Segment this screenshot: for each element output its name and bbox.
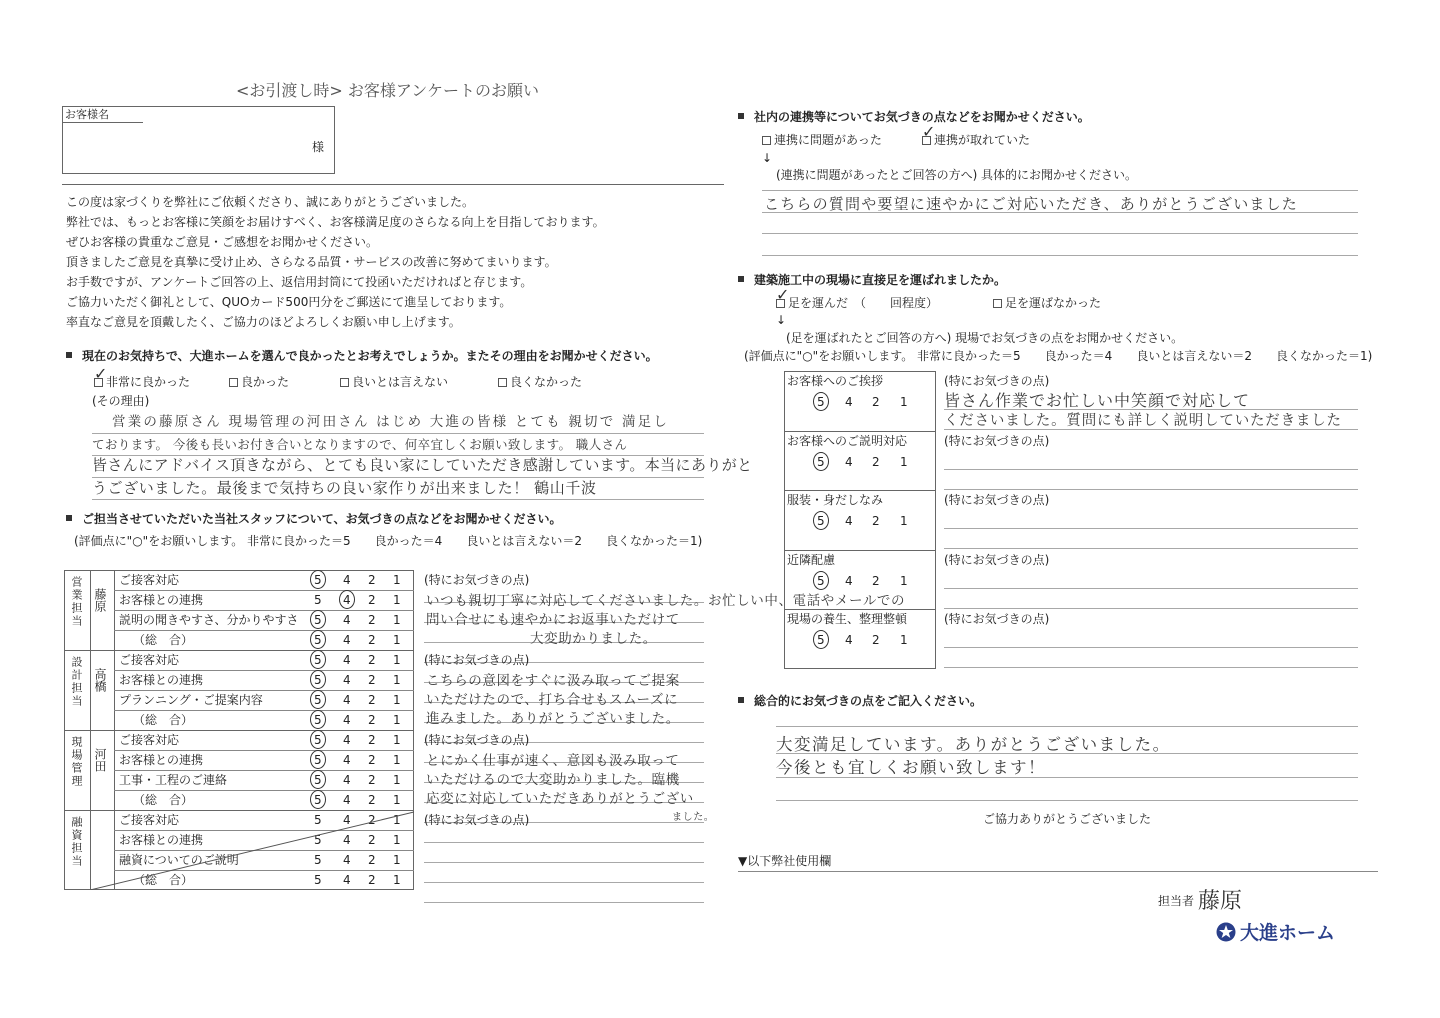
intro-line: 弊社では、もっとお客様に笑顔をお届けすべく、お客様満足度のさらなる向上を目指しております。	[66, 215, 605, 229]
score-option[interactable]: 4	[343, 573, 351, 587]
score-option[interactable]: 2	[368, 693, 376, 707]
score-option[interactable]: 2	[368, 613, 376, 627]
note-label: (特にお気づきの点)	[424, 653, 530, 667]
staff-comment-handwritten: ました。	[672, 812, 715, 823]
score-option[interactable]: 4	[343, 633, 351, 647]
score-option[interactable]: 5	[314, 813, 322, 827]
note-label: (特にお気づきの点)	[944, 493, 1050, 508]
score-circle-mark	[813, 452, 829, 471]
score-option[interactable]: 5	[314, 633, 322, 647]
score-option[interactable]: 2	[368, 733, 376, 747]
score-option[interactable]: 5	[817, 514, 825, 529]
score-circle-mark	[310, 670, 326, 689]
score-circle-mark	[813, 571, 829, 590]
score-circle-mark	[339, 590, 355, 609]
score-option[interactable]: 5	[314, 753, 322, 767]
staff-comment-handwritten: 応変に対応していただきありがとうござい	[426, 791, 694, 807]
site-item-label: お客様へのご挨拶	[787, 374, 884, 388]
checkbox-icon[interactable]	[498, 378, 507, 387]
eval-item-label: お客様との連携	[119, 593, 204, 607]
score-option[interactable]: 5	[314, 613, 322, 627]
staff-name: 高橋	[93, 668, 107, 692]
eval-item-label: お客様との連携	[119, 753, 204, 767]
bullet-icon	[66, 515, 72, 521]
score-option[interactable]: 4	[343, 833, 351, 847]
staff-label: 担当者	[1158, 894, 1195, 908]
score-option[interactable]: 1	[393, 573, 401, 587]
score-option[interactable]: 5	[314, 713, 322, 727]
staff-comment-handwritten: いつも親切丁寧に対応してくださいました。お忙しい中、電話やメールでの	[426, 593, 906, 609]
score-option[interactable]: 5	[314, 773, 322, 787]
q1-reason-label: (その理由)	[92, 394, 150, 408]
office-use-label: ▼以下弊社使用欄	[738, 854, 832, 868]
score-option[interactable]: 2	[368, 833, 376, 847]
q1-option[interactable]: 良いとは言えない	[340, 375, 448, 389]
eval-item-label: 融資についてのご説明	[119, 853, 239, 867]
score-option[interactable]: 1	[393, 713, 401, 727]
arrow-down-icon: ↓	[776, 313, 787, 327]
note-label: (特にお気づきの点)	[424, 573, 530, 587]
score-option[interactable]: 5	[314, 833, 322, 847]
score-option[interactable]: 4	[343, 733, 351, 747]
score-circle-mark	[310, 750, 326, 769]
divider	[62, 184, 724, 185]
staff-signature: 藤原	[1198, 889, 1243, 914]
eval-item-label: ご接客対応	[119, 573, 180, 587]
dept-label: 現場管理	[70, 736, 83, 788]
site-item-label: 服装・身だしなみ	[787, 493, 884, 508]
score-option[interactable]: 1	[393, 633, 401, 647]
score-option[interactable]: 1	[900, 514, 908, 529]
score-option[interactable]: 1	[393, 693, 401, 707]
score-option[interactable]: 4	[343, 713, 351, 727]
score-circle-mark	[310, 610, 326, 629]
score-option[interactable]: 4	[343, 793, 351, 807]
q3-handwritten: こちらの質問や要望に速やかにご対応いただき、ありがとうございました	[764, 195, 1299, 213]
checkbox-icon[interactable]	[762, 136, 771, 145]
score-option[interactable]: 5	[314, 593, 322, 607]
score-option[interactable]: 2	[872, 573, 880, 588]
score-option[interactable]: 5	[314, 733, 322, 747]
check-mark-icon: ✓	[776, 285, 790, 304]
dept-label: 融資担当	[70, 816, 83, 868]
score-option[interactable]: 1	[393, 653, 401, 667]
score-option[interactable]: 5	[314, 693, 322, 707]
score-option[interactable]: 1	[393, 733, 401, 747]
bullet-icon	[738, 113, 744, 119]
score-option[interactable]: 4	[343, 773, 351, 787]
q1-handwritten-reason: 皆さんにアドバイス頂きながら、とても良い家にしていただき感謝しています。本当にありがと	[92, 456, 753, 474]
staff-comment-handwritten: 大変助かりました。	[530, 631, 657, 647]
site-item-label: 近隣配慮	[787, 552, 836, 567]
score-option[interactable]: 2	[368, 773, 376, 787]
score-option[interactable]: 2	[368, 873, 376, 887]
score-circle-mark	[310, 630, 326, 649]
score-option[interactable]: 2	[872, 395, 880, 409]
intro-line: ご協力いただく御礼として、QUOカード500円分をご郵送にて進呈しております。	[66, 295, 512, 309]
site-item-label: お客様へのご説明対応	[787, 433, 908, 448]
score-option[interactable]: 4	[845, 633, 853, 648]
score-circle-mark	[310, 710, 326, 729]
score-option[interactable]: 1	[393, 853, 401, 867]
q5-handwritten: 今後とも宜しくお願い致します！	[776, 758, 1046, 777]
score-option[interactable]: 4	[343, 613, 351, 627]
score-option[interactable]: 4	[343, 813, 351, 827]
score-option[interactable]: 2	[368, 753, 376, 767]
eval-item-label: （総 合）	[133, 633, 194, 647]
score-option[interactable]: 4	[343, 753, 351, 767]
score-option[interactable]: 1	[393, 833, 401, 847]
score-circle-mark	[310, 650, 326, 669]
note-label: (特にお気づきの点)	[944, 612, 1050, 627]
customer-suffix: 様	[312, 140, 325, 154]
staff-comment-handwritten: とにかく仕事が速く、意図も汲み取って	[426, 753, 680, 769]
eval-item-label: （総 合）	[133, 873, 194, 887]
score-option[interactable]: 1	[393, 593, 401, 607]
office-divider	[738, 871, 1378, 872]
score-option[interactable]: 1	[393, 673, 401, 687]
q1-handwritten-reason: うございました。最後まで気持ちの良い家作りが出来ました！ 鶴山千波	[92, 479, 597, 497]
q3-option[interactable]: 連携が取れていた	[922, 133, 1030, 147]
dept-label: 営業担当	[70, 576, 83, 628]
eval-item-label: 説明の聞きやすさ、分かりやすさ	[119, 613, 299, 627]
score-option[interactable]: 1	[900, 454, 908, 469]
intro-line: この度は家づくりを弊社にご依頼くださり、誠にありがとうございました。	[66, 195, 475, 209]
checkbox-icon[interactable]	[229, 378, 238, 387]
q1-handwritten-reason: ております。 今後も長いお付き合いとなりますので、何卒宜しくお願い致します。 職人さん	[92, 437, 628, 452]
q4-scale: (評価点に"○"をお願いします。 非常に良かった＝5 良かった＝4 良いとは言えない＝2 良くなかった＝1)	[744, 349, 1373, 363]
staff-comment-handwritten: 進みました。ありがとうございました。	[426, 711, 680, 727]
score-option[interactable]: 5	[314, 873, 322, 887]
score-option[interactable]: 5	[314, 853, 322, 867]
score-option[interactable]: 2	[368, 713, 376, 727]
check-mark-icon: ✓	[94, 364, 108, 383]
intro-line: 率直なご意見を頂戴したく、ご協力のほどよろしくお願い申し上げます。	[66, 315, 461, 329]
score-option[interactable]: 5	[314, 653, 322, 667]
q5-heading: 総合的にお気づきの点をご記入ください。	[738, 694, 982, 708]
eval-item-label: 工事・工程のご連絡	[119, 773, 228, 787]
score-option[interactable]: 5	[314, 793, 322, 807]
score-circle-mark	[310, 730, 326, 749]
eval-item-label: お客様との連携	[119, 833, 204, 847]
checkbox-icon[interactable]	[993, 299, 1002, 308]
q3-heading: 社内の連携等についてお気づきの点などをお聞かせください。	[738, 110, 1090, 124]
staff-name: 藤原	[93, 588, 107, 612]
score-option[interactable]: 4	[845, 573, 853, 588]
site-handwritten: 皆さん作業でお忙しい中笑顔で対応して	[944, 391, 1251, 410]
q1-option[interactable]: 良かった	[229, 375, 289, 389]
score-option[interactable]: 2	[872, 454, 880, 469]
eval-item-label: ご接客対応	[119, 733, 180, 747]
arrow-down-icon: ↓	[762, 151, 773, 165]
score-circle-mark	[310, 790, 326, 809]
check-mark-icon: ✓	[922, 122, 936, 141]
q1-handwritten-reason: 営業の藤原さん 現場管理の河田さん はじめ 大進の皆様 とても 親切で 満足し	[112, 414, 670, 430]
score-option[interactable]: 4	[343, 673, 351, 687]
bullet-icon	[738, 276, 744, 282]
score-option[interactable]: 5	[314, 573, 322, 587]
score-option[interactable]: 4	[845, 514, 853, 529]
score-option[interactable]: 5	[817, 395, 825, 409]
score-option[interactable]: 2	[872, 514, 880, 529]
bullet-icon	[738, 697, 744, 703]
score-option[interactable]: 2	[368, 653, 376, 667]
checkbox-icon[interactable]	[340, 378, 349, 387]
customer-name-label: お客様名	[65, 108, 109, 121]
eval-item-label: ご接客対応	[119, 813, 180, 827]
score-option[interactable]: 1	[393, 773, 401, 787]
score-option[interactable]: 4	[845, 395, 853, 409]
q4-heading: 建築施工中の現場に直接足を運ばれましたか。	[738, 273, 1006, 287]
eval-item-label: （総 合）	[133, 713, 194, 727]
staff-comment-handwritten: 問い合せにも速やかにお返事いただけて	[426, 612, 680, 628]
note-label: (特にお気づきの点)	[424, 813, 530, 827]
score-option[interactable]: 4	[343, 873, 351, 887]
score-option[interactable]: 1	[900, 395, 908, 409]
thanks-text: ご協力ありがとうございました	[983, 812, 1152, 826]
q2-heading: ご担当させていただいた当社スタッフについて、お気づきの点などをお聞かせください。	[66, 512, 562, 526]
score-circle-mark	[813, 392, 829, 411]
score-option[interactable]: 2	[368, 573, 376, 587]
strike-line	[90, 810, 414, 890]
site-item-label: 現場の養生、整理整頓	[787, 612, 908, 627]
eval-item-label: お客様との連携	[119, 673, 204, 687]
bullet-icon	[66, 352, 72, 358]
score-circle-mark	[310, 570, 326, 589]
intro-line: 頂きましたご意見を真摯に受け止め、さらなる品質・サービスの改善に努めてまいります。	[66, 255, 557, 269]
dept-label: 設計担当	[70, 656, 83, 708]
score-option[interactable]: 1	[393, 813, 401, 827]
note-label: (特にお気づきの点)	[944, 374, 1050, 388]
score-option[interactable]: 2	[368, 633, 376, 647]
score-option[interactable]: 1	[393, 793, 401, 807]
q1-option[interactable]: 良くなかった	[498, 375, 582, 389]
score-option[interactable]: 4	[845, 454, 853, 469]
site-handwritten: くださいました。質問にも詳しく説明していただきました	[944, 413, 1342, 429]
q4-option[interactable]: 足を運んだ （ 回程度）	[776, 296, 938, 310]
note-label: (特にお気づきの点)	[944, 433, 1050, 448]
intro-line: ぜひお客様の貴重なご意見・ご感想をお聞かせください。	[66, 235, 379, 249]
intro-line: お手数ですが、アンケートご回答の上、返信用封筒にて投函いただければと存じます。	[66, 275, 533, 289]
score-option[interactable]: 1	[900, 633, 908, 648]
score-option[interactable]: 1	[393, 873, 401, 887]
score-option[interactable]: 4	[343, 693, 351, 707]
q1-option[interactable]: 非常に良かった	[94, 375, 190, 389]
score-option[interactable]: 5	[817, 633, 825, 648]
score-option[interactable]: 4	[343, 653, 351, 667]
eval-item-label: （総 合）	[133, 793, 194, 807]
q4-option[interactable]: 足を運ばなかった	[993, 296, 1101, 310]
staff-comment-handwritten: いただけたので、打ち合せもスムーズに	[426, 692, 679, 708]
score-option[interactable]: 2	[368, 793, 376, 807]
score-option[interactable]: 4	[343, 593, 351, 607]
q1-heading: 現在のお気持ちで、大進ホームを選んで良かったとお考えでしょうか。またその理由をお聞かせください。	[66, 349, 658, 363]
score-option[interactable]: 2	[872, 633, 880, 648]
score-option[interactable]: 1	[393, 753, 401, 767]
score-option[interactable]: 2	[368, 673, 376, 687]
star-logo-icon	[1216, 922, 1236, 942]
score-option[interactable]: 5	[817, 454, 825, 469]
note-label: (特にお気づきの点)	[944, 552, 1050, 567]
eval-item-label: プランニング・ご提案内容	[119, 693, 263, 707]
q3-option[interactable]: 連携に問題があった	[762, 133, 882, 147]
q2-scale: (評価点に"○"をお願いします。 非常に良かった＝5 良かった＝4 良いとは言えない＝2 良くなかった＝1)	[74, 534, 703, 548]
note-label: (特にお気づきの点)	[424, 733, 530, 747]
page-title: <お引渡し時> お客様アンケートのお願い	[236, 81, 539, 100]
staff-name: 河田	[93, 748, 107, 772]
q5-handwritten: 大変満足しています。ありがとうございました。	[776, 735, 1171, 754]
score-option[interactable]: 5	[314, 673, 322, 687]
company-logo: 大進ホーム	[1216, 918, 1335, 945]
score-option[interactable]: 2	[368, 813, 376, 827]
eval-item-label: ご接客対応	[119, 653, 180, 667]
score-option[interactable]: 1	[900, 573, 908, 588]
score-circle-mark	[310, 770, 326, 789]
score-option[interactable]: 2	[368, 593, 376, 607]
score-option[interactable]: 5	[817, 573, 825, 588]
score-option[interactable]: 4	[343, 853, 351, 867]
q3-followup: (連携に問題があったとご回答の方へ) 具体的にお聞かせください。	[776, 168, 1138, 182]
score-option[interactable]: 1	[393, 613, 401, 627]
staff-comment-handwritten: いただけるので大変助かりました。臨機	[426, 772, 680, 788]
q4-followup: (足を運ばれたとご回答の方へ) 現場でお気づきの点をお聞かせください。	[786, 331, 1184, 345]
score-option[interactable]: 2	[368, 853, 376, 867]
staff-comment-handwritten: こちらの意図をすぐに汲み取ってご提案	[426, 673, 680, 689]
customer-name-box[interactable]	[62, 106, 335, 174]
score-circle-mark	[310, 690, 326, 709]
